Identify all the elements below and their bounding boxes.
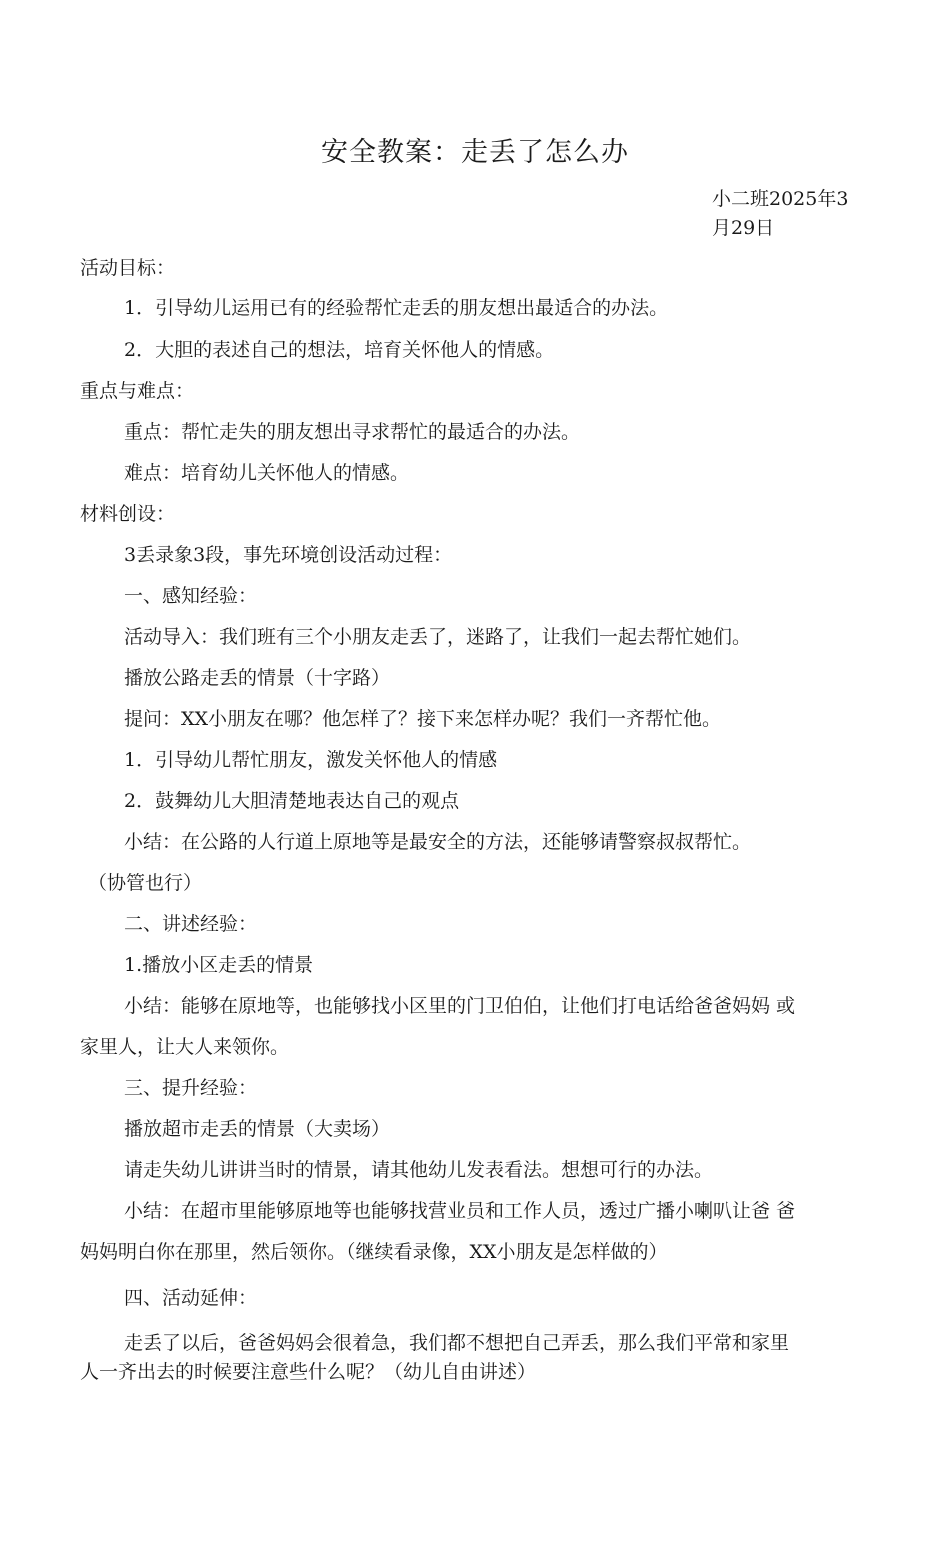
focus-point: 重点：帮忙走失的朋友想出寻求帮忙的最适合的办法。 — [124, 421, 581, 443]
step-heading-2: 二、讲述经验： — [124, 913, 258, 935]
step-heading-4: 四、活动延伸： — [124, 1287, 258, 1309]
step-heading-1: 一、感知经验： — [124, 585, 258, 607]
summary-supermarket-line-1: 小结：在超市里能够原地等也能够找营业员和工作人员，透过广播小喇叭让爸 爸 — [124, 1200, 796, 1222]
paragraph-scene-supermarket: 播放超市走丢的情景（大卖场） — [124, 1118, 391, 1140]
paragraph-scene-road: 播放公路走丢的情景（十字路） — [124, 667, 391, 689]
summary-road-line-1: 小结：在公路的人行道上原地等是最安全的方法，还能够请警察叔叔帮忙。 — [124, 831, 752, 853]
summary-community-line-1: 小结：能够在原地等，也能够找小区里的门卫伯伯，让他们打电话给爸爸妈妈 或 — [124, 995, 796, 1017]
document-title: 安全教案：走丢了怎么办 — [321, 137, 629, 168]
paragraph-discussion: 请走失幼儿讲讲当时的情景，请其他幼儿发表看法。想想可行的办法。 — [124, 1159, 714, 1181]
paragraph-intro: 活动导入：我们班有三个小朋友走丢了，迷路了，让我们一起去帮忙她们。 — [124, 626, 752, 648]
extension-line-2: 人一齐出去的时候要注意些什么呢？（幼儿自由讲述） — [80, 1361, 537, 1383]
extension-line-1: 走丢了以后，爸爸妈妈会很着急，我们都不想把自己弄丢，那么我们平常和家里 — [124, 1332, 790, 1354]
section-heading-materials: 材料创设： — [80, 503, 176, 525]
list-item-2: 2．鼓舞幼儿大胆清楚地表达自己的观点 — [124, 790, 460, 812]
section-heading-goals: 活动目标： — [80, 257, 176, 279]
paragraph-question: 提问：XX小朋友在哪？他怎样了？接下来怎样办呢？我们一齐帮忙他。 — [124, 708, 722, 730]
date-line-1: 小二班2025年3 — [712, 188, 849, 210]
materials-text: 3丢录象3段，事先环境创设活动过程： — [124, 544, 453, 566]
section-heading-focus: 重点与难点： — [80, 380, 195, 402]
list-item-1: 1．引导幼儿帮忙朋友，激发关怀他人的情感 — [124, 749, 498, 771]
summary-road-line-2: （协管也行） — [88, 872, 203, 894]
difficulty-point: 难点：培育幼儿关怀他人的情感。 — [124, 462, 410, 484]
date-line-2: 月29日 — [712, 217, 775, 239]
step-heading-3: 三、提升经验： — [124, 1077, 258, 1099]
summary-supermarket-line-2: 妈妈明白你在那里，然后领你。（继续看录像，XX小朋友是怎样做的） — [80, 1241, 668, 1263]
paragraph-scene-community: 1.播放小区走丢的情景 — [124, 954, 314, 976]
goal-item-2: 2．大胆的表述自己的想法，培育关怀他人的情感。 — [124, 339, 555, 361]
summary-community-line-2: 家里人，让大人来领你。 — [80, 1036, 290, 1058]
goal-item-1: 1．引导幼儿运用已有的经验帮忙走丢的朋友想出最适合的办法。 — [124, 297, 669, 319]
